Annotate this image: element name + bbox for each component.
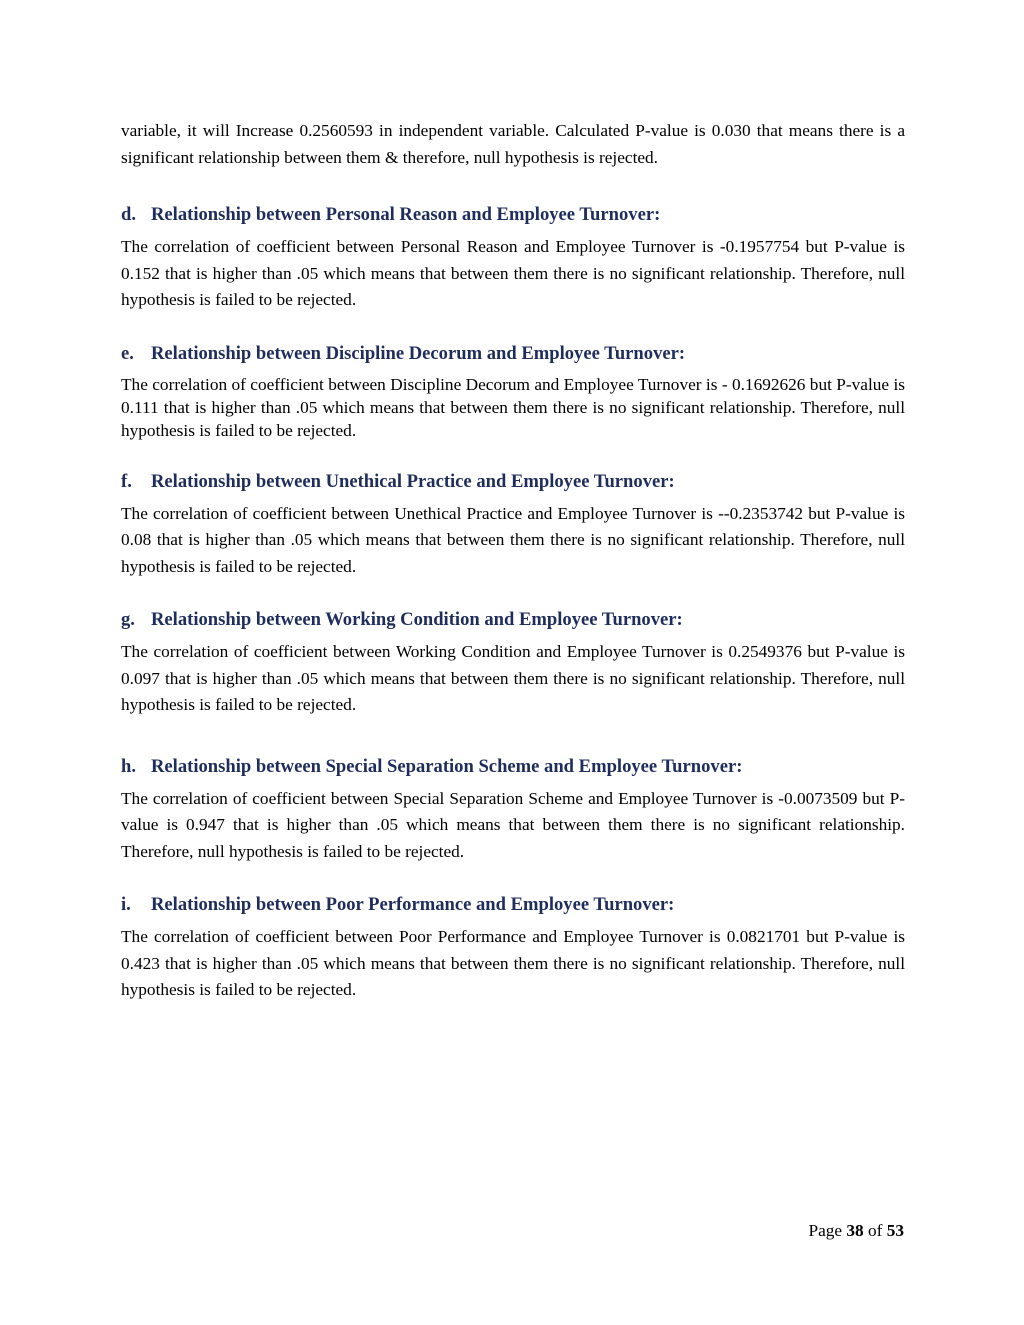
- section-letter: e.: [121, 342, 134, 364]
- section-paragraph: The correlation of coefficient between Discipline Decorum and Employee Turnover is - 0.1692626 but P-value is 0.111 that is higher than .05 which means that between them there is no significant relationship. Therefore, null hypothesis is failed to be rejected.: [121, 374, 905, 440]
- section-paragraph: The correlation of coefficient between Special Separation Scheme and Employee Turnover is -0.0073509 but P-value is 0.947 that is higher than .05 which means that between them there is no significant relationship. Therefore, null hypothesis is failed to be rejected.: [121, 788, 905, 861]
- section-title: Relationship between Unethical Practice and Employee Turnover:: [151, 470, 675, 492]
- section-heading: [121, 753, 905, 781]
- section-personal-reason: [121, 201, 905, 314]
- section-heading: [121, 891, 905, 919]
- section-letter: f.: [121, 470, 132, 492]
- section-title: Relationship between Poor Performance and Employee Turnover:: [151, 894, 675, 915]
- page-label: Page: [808, 1221, 843, 1240]
- section-title: Relationship between Personal Reason and Employee Turnover:: [151, 204, 661, 225]
- section-letter: i.: [121, 894, 131, 915]
- section-poor-performance: [121, 891, 905, 1004]
- document-body: [121, 118, 905, 1004]
- section-paragraph: The correlation of coefficient between Unethical Practice and Employee Turnover is --0.2353742 but P-value is 0.08 that is higher than .05 which means that between them there is no significant relationship. Therefore, null hypothesis is failed to be rejected.: [121, 503, 905, 576]
- page-number: 38: [846, 1221, 864, 1240]
- total-pages: 53: [886, 1221, 904, 1240]
- section-working-condition: [121, 606, 905, 719]
- of-label: of: [867, 1221, 883, 1240]
- section-letter: h.: [121, 755, 136, 777]
- section-heading: [121, 340, 905, 368]
- section-unethical-practice: [121, 468, 905, 581]
- section-heading: [121, 468, 905, 496]
- section-heading: [121, 606, 905, 634]
- section-paragraph: The correlation of coefficient between Poor Performance and Employee Turnover is 0.0821701 but P-value is 0.423 that is higher than .05 which means that between them there is no significant relationship. Therefore, null hypothesis is failed to be rejected.: [121, 927, 905, 999]
- intro-paragraph: variable, it will Increase 0.2560593 in independent variable. Calculated P-value is 0.030 that means there is a significant relationship between them & therefore, null hypothesis is rejected.: [121, 121, 905, 167]
- section-letter: g.: [121, 609, 135, 630]
- section-paragraph: The correlation of coefficient between Personal Reason and Employee Turnover is -0.1957754 but P-value is 0.152 that is higher than .05 which means that between them there is no significant relationship. Therefore, null hypothesis is failed to be rejected.: [121, 237, 905, 309]
- section-special-separation: [121, 753, 905, 866]
- section-letter: d.: [121, 204, 136, 225]
- section-paragraph: The correlation of coefficient between Working Condition and Employee Turnover is 0.2549376 but P-value is 0.097 that is higher than .05 which means that between them there is no significant relationship. Therefore, null hypothesis is failed to be rejected.: [121, 642, 905, 714]
- page-footer: [808, 1221, 904, 1241]
- section-heading: [121, 201, 905, 229]
- section-title: Relationship between Working Condition and Employee Turnover:: [151, 609, 683, 630]
- section-title: Relationship between Special Separation Scheme and Employee Turnover:: [151, 755, 743, 777]
- section-discipline-decorum: [121, 340, 905, 442]
- section-title: Relationship between Discipline Decorum and Employee Turnover:: [151, 342, 686, 364]
